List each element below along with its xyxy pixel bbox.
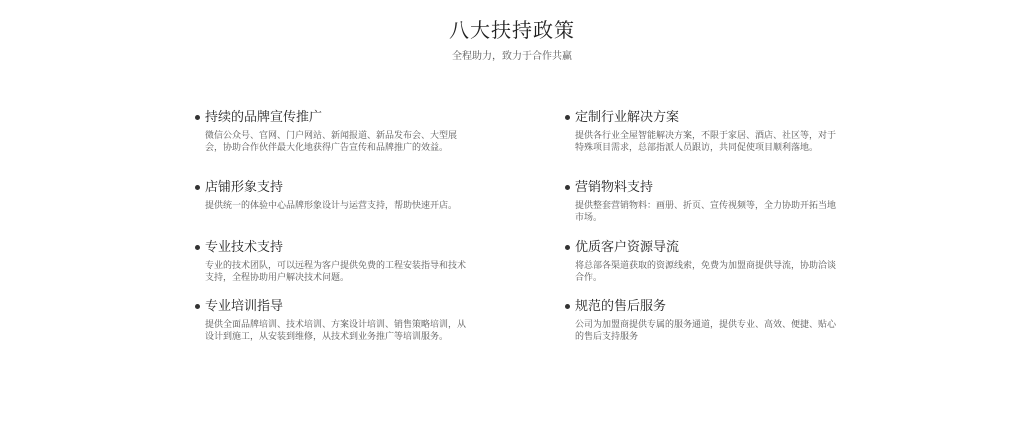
policy-title: 店铺形象支持	[205, 180, 284, 195]
policy-heading	[205, 240, 467, 256]
policy-description: 提供统一的体验中心品牌形象设计与运营支持，帮助快速开店。	[205, 201, 458, 211]
policy-item-training	[205, 299, 467, 343]
policy-title: 定制行业解决方案	[575, 110, 680, 125]
policy-item-store-image	[205, 180, 467, 213]
policy-item-marketing-materials	[575, 180, 837, 224]
policy-description: 提供全面品牌培训、技术培训、方案设计培训、销售策略培训，从设计到施工，从安装到维修，从技术到业务推广等培训服务。	[205, 320, 467, 342]
policy-description: 专业的技术团队，可以远程为客户提供免费的工程安装指导和技术支持，全程协助用户解决技术问题。	[205, 261, 467, 283]
policy-item-brand-promotion	[205, 110, 467, 154]
policy-heading	[205, 110, 467, 126]
policy-title: 专业培训指导	[205, 299, 284, 314]
policy-title: 专业技术支持	[205, 240, 284, 255]
bullet-dot-icon	[565, 185, 570, 190]
policy-description: 提供整套营销物料：画册、折页、宣传视频等，全力协助开拓当地市场。	[575, 201, 837, 223]
policy-item-after-sales	[575, 299, 837, 343]
bullet-dot-icon	[565, 245, 570, 250]
policy-title: 持续的品牌宣传推广	[205, 110, 323, 125]
policy-description: 提供各行业全屋智能解决方案，不限于家居、酒店、社区等，对于特殊项目需求，总部指派人员跟访，共同促使项目顺利落地。	[575, 131, 837, 153]
policy-description: 将总部各渠道获取的资源线索，免费为加盟商提供导流，协助洽谈合作。	[575, 261, 837, 283]
policy-heading	[575, 180, 837, 196]
bullet-dot-icon	[565, 304, 570, 309]
bullet-dot-icon	[195, 304, 200, 309]
bullet-dot-icon	[195, 185, 200, 190]
policy-heading	[575, 110, 837, 126]
policy-item-industry-solutions	[575, 110, 837, 154]
policy-heading	[575, 240, 837, 256]
policy-heading	[575, 299, 837, 315]
bullet-dot-icon	[195, 245, 200, 250]
bullet-dot-icon	[565, 115, 570, 120]
policy-description: 公司为加盟商提供专属的服务通道，提供专业、高效、便捷、贴心的售后支持服务	[575, 320, 837, 342]
policy-title: 规范的售后服务	[575, 299, 667, 314]
policy-title: 营销物料支持	[575, 180, 654, 195]
section-title: 八大扶持政策	[449, 18, 575, 42]
policy-heading	[205, 299, 467, 315]
section-subtitle: 全程助力，致力于合作共赢	[452, 51, 572, 62]
policy-title: 优质客户资源导流	[575, 240, 680, 255]
policy-item-technical-support	[205, 240, 467, 284]
bullet-dot-icon	[195, 115, 200, 120]
policy-description: 微信公众号、官网、门户网站、新闻报道、新品发布会、大型展会，协助合作伙伴最大化地获得广告宣传和品牌推广的效益。	[205, 131, 458, 153]
policy-item-customer-leads	[575, 240, 837, 284]
policy-heading	[205, 180, 467, 196]
